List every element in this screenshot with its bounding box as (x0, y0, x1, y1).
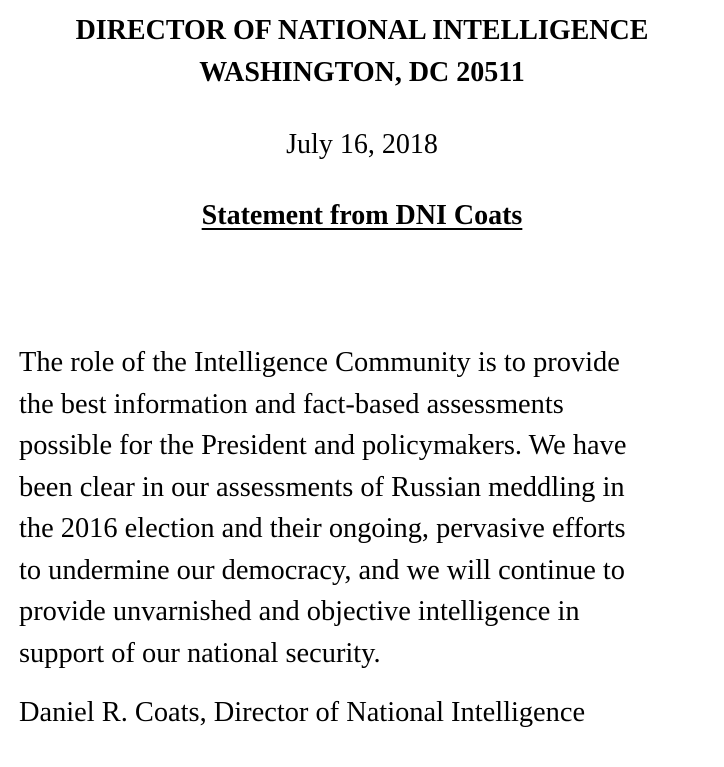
body-line: the best information and fact-based assessments (19, 388, 564, 420)
body-line: support of our national security. (19, 637, 381, 669)
body-line: to undermine our democracy, and we will continue to (19, 554, 626, 586)
letterhead-address: WASHINGTON, DC 20511 (199, 57, 525, 88)
body-line: provide unvarnished and objective intelligence in (19, 596, 580, 627)
statement-title-text: Statement from DNI Coats (201, 200, 523, 231)
body-line: The role of the Intelligence Community is to provide (19, 347, 620, 378)
body-line: possible for the President and policymakers. We have (19, 430, 627, 461)
body-line: the 2016 election and their ongoing, pervasive efforts (19, 513, 626, 544)
statement-date: July 16, 2018 (286, 129, 438, 160)
letterhead-organization: DIRECTOR OF NATIONAL INTELLIGENCE (75, 15, 649, 46)
signature-line: Daniel R. Coats, Director of National Intelligence (19, 697, 586, 728)
body-line: been clear in our assessments of Russian meddling in (19, 471, 625, 503)
statement-body (19, 342, 719, 674)
statement-title (0, 199, 724, 233)
